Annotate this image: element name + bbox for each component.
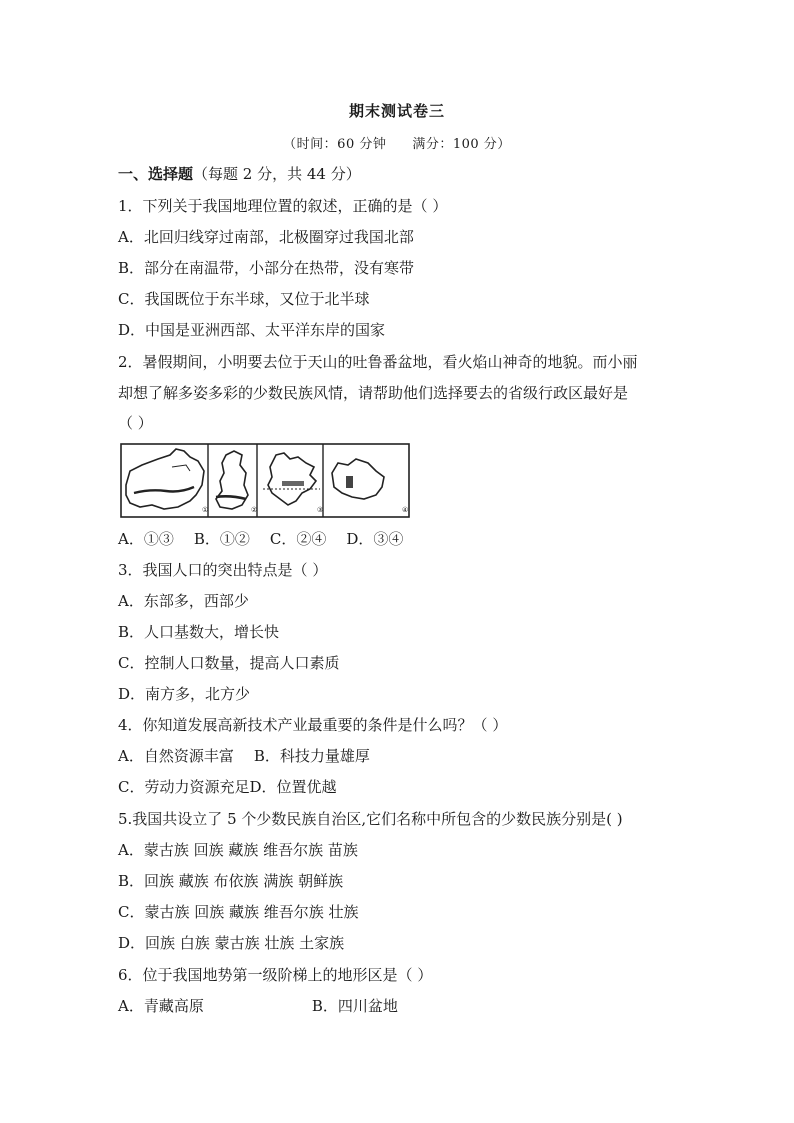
question-4-option-a[interactable]: A．自然资源丰富 bbox=[118, 747, 234, 765]
question-2-option-a[interactable]: A．①③ bbox=[118, 530, 174, 548]
province-maps-figure bbox=[120, 443, 410, 518]
question-1-stem: 1．下列关于我国地理位置的叙述，正确的是（ ） bbox=[118, 197, 448, 215]
question-3-option-b[interactable]: B．人口基数大，增长快 bbox=[118, 623, 280, 641]
question-6-stem: 6．位于我国地势第一级阶梯上的地形区是（ ） bbox=[118, 966, 433, 984]
question-4-options-cd bbox=[118, 777, 337, 797]
question-3-option-c[interactable]: C．控制人口数量，提高人口素质 bbox=[118, 654, 340, 672]
map-4-label: ④ bbox=[402, 506, 409, 514]
question-6-options bbox=[118, 996, 398, 1016]
question-5-option-c[interactable]: C．蒙古族 回族 藏族 维吾尔族 壮族 bbox=[118, 903, 359, 921]
province-maps-svg bbox=[120, 443, 410, 518]
exam-info bbox=[0, 133, 794, 152]
question-3-stem: 3．我国人口的突出特点是（ ） bbox=[118, 561, 328, 579]
section-heading bbox=[118, 164, 361, 184]
question-4-stem: 4．你知道发展高新技术产业最重要的条件是什么吗？（ ） bbox=[118, 716, 508, 734]
question-6-option-a[interactable]: A．青藏高原 bbox=[118, 997, 204, 1015]
question-3-option-a[interactable]: A．东部多，西部少 bbox=[118, 592, 249, 610]
exam-score: 满分：100 分） bbox=[412, 137, 511, 152]
question-2-option-b[interactable]: B．①② bbox=[193, 530, 250, 548]
question-4-option-b[interactable]: B．科技力量雄厚 bbox=[253, 747, 370, 765]
exam-time: （时间：60 分钟 bbox=[283, 137, 387, 152]
question-2-option-c[interactable]: C．②④ bbox=[269, 530, 327, 548]
question-5-stem: 5.我国共设立了 5 个少数民族自治区,它们名称中所包含的少数民族分别是( ) bbox=[118, 810, 623, 828]
question-5-option-a[interactable]: A．蒙古族 回族 藏族 维吾尔族 苗族 bbox=[118, 841, 358, 859]
question-5-option-b[interactable]: B．回族 藏族 布依族 满族 朝鲜族 bbox=[118, 872, 344, 890]
question-5-option-d[interactable]: D．回族 白族 蒙古族 壮族 土家族 bbox=[118, 934, 345, 952]
map-1-label: ① bbox=[202, 506, 209, 514]
section-note: （每题 2 分，共 44 分） bbox=[193, 165, 361, 183]
map-3-label: ③ bbox=[317, 506, 324, 514]
question-6-option-b[interactable]: B．四川盆地 bbox=[311, 997, 398, 1015]
question-3-option-d[interactable]: D．南方多，北方少 bbox=[118, 685, 251, 703]
question-2-options bbox=[118, 529, 403, 549]
question-2-stem-line1: 2．暑假期间，小明要去位于天山的吐鲁番盆地，看火焰山神奇的地貌。而小丽 bbox=[118, 353, 638, 371]
question-2-stem-line3: （ ） bbox=[118, 414, 153, 432]
section-title: 一、选择题 bbox=[118, 165, 194, 183]
question-2-option-d[interactable]: D．③④ bbox=[346, 530, 404, 548]
question-4-option-d[interactable]: D．位置优越 bbox=[249, 778, 337, 796]
question-4-options-ab bbox=[118, 746, 370, 766]
page-title: 期末测试卷三 bbox=[348, 102, 445, 120]
question-1-option-c[interactable]: C．我国既位于东半球，又位于北半球 bbox=[118, 290, 370, 308]
map-2-label: ② bbox=[251, 506, 258, 514]
question-1-option-b[interactable]: B．部分在南温带，小部分在热带，没有寒带 bbox=[118, 259, 415, 277]
question-4-option-c[interactable]: C．劳动力资源充足 bbox=[118, 778, 250, 796]
question-1-option-a[interactable]: A．北回归线穿过南部，北极圈穿过我国北部 bbox=[118, 228, 414, 246]
question-1-option-d[interactable]: D．中国是亚洲西部、太平洋东岸的国家 bbox=[118, 321, 386, 339]
question-2-stem-line2: 却想了解多姿多彩的少数民族风情，请帮助他们选择要去的省级行政区最好是 bbox=[118, 384, 629, 402]
maps-frame bbox=[121, 444, 409, 517]
